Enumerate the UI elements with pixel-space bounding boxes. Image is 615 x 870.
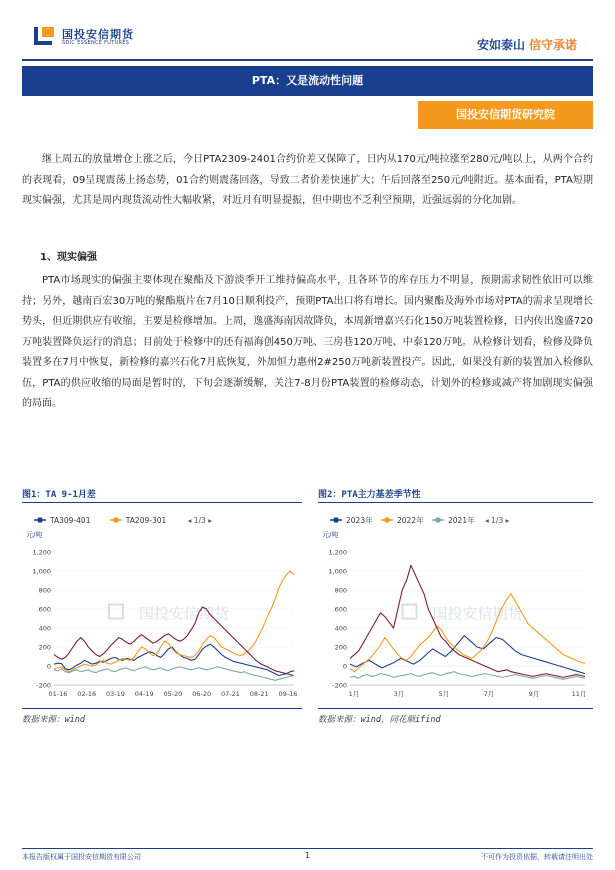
x-tick-label: 04-19 [134, 690, 154, 698]
legend-marker [113, 517, 119, 523]
y-tick-label: 1,200 [328, 548, 347, 557]
watermark-icon [403, 605, 417, 619]
watermark-icon [109, 605, 123, 619]
series-line [54, 667, 294, 680]
x-tick-label: 09-16 [278, 690, 298, 698]
y-tick-label: 400 [38, 624, 51, 633]
x-tick-label: 06-20 [192, 690, 212, 698]
page-number: 1 [305, 851, 311, 860]
series-line [350, 636, 585, 674]
x-tick-label: 7月 [483, 690, 495, 698]
x-tick-label: 9月 [528, 690, 540, 698]
x-tick-label: 03-19 [106, 690, 125, 698]
footer-copyright: 本报告版权属于国投安信期货有限公司 [22, 853, 141, 861]
y-tick-label: 200 [38, 643, 51, 652]
x-tick-label: 02-16 [77, 690, 97, 698]
footer-divider [22, 848, 593, 849]
paragraph-1: 继上周五的放量增仓上涨之后，今日PTA2309-2401合约价差又保障了，日内从170元/吨拉涨至280元/吨以上，从两个合约的表现看，09呈现震荡上扬态势，01合约则震荡回落，导致二者价差快速扩大；午后回落至250元/吨附近。基本面看，PTA短期现实偏强，尤其是周内现货流动性大幅收紧，对近月有明显提振，但中期也不乏利空预期，近强远弱的分化加剧。 [22, 154, 593, 206]
figure1-chart [22, 512, 302, 707]
x-tick-label: 07-21 [221, 690, 240, 698]
legend-label: TA209-301 [125, 516, 167, 525]
legend-label: TA309-401 [50, 516, 91, 525]
y-axis-label: 元/吨 [26, 531, 43, 539]
company-logo-icon [34, 25, 56, 47]
x-tick-label: 11月 [571, 690, 587, 698]
figure2-title: 图2：PTA主力基差季节性 [318, 490, 421, 500]
legend-marker [37, 517, 43, 523]
legend-marker [384, 517, 390, 523]
legend-marker [333, 517, 339, 523]
x-tick-label: 1月 [348, 690, 360, 698]
figure2-bottom-divider [318, 708, 593, 709]
y-tick-label: -200 [332, 681, 347, 690]
figure1-divider [22, 502, 302, 503]
x-tick-label: 08-21 [249, 690, 269, 698]
legend-pager: ◂ 1/3 ▸ [187, 516, 212, 525]
legend-marker [435, 517, 441, 523]
figure2-chart [318, 512, 593, 707]
y-tick-label: 1,200 [32, 548, 51, 557]
y-axis-label: 元/吨 [322, 531, 339, 539]
y-tick-label: 400 [334, 624, 347, 633]
watermark-text: 国投安信期货 [432, 604, 523, 623]
figure1-bottom-divider [22, 708, 302, 709]
series-line [350, 672, 585, 680]
section-heading: 1、现实偏强 [40, 252, 97, 263]
y-tick-label: 1,000 [32, 567, 51, 576]
figure1-title: 图1：TA 9-1月差 [22, 490, 96, 500]
slogan-part-b: 信守承诺 [528, 38, 577, 52]
company-name-en: SDIC ESSENCE FUTURES [62, 40, 130, 46]
watermark-text: 国投安信期货 [138, 604, 230, 623]
company-name: 国投安信期货 [62, 28, 134, 41]
y-tick-label: 0 [342, 662, 347, 671]
y-tick-label: 200 [334, 643, 347, 652]
paragraph-2: PTA市场现实的偏强主要体现在聚酯及下游淡季开工维持偏高水平，且各环节的库存压力不明显，预期需求韧性依旧可以维持；另外，越南百宏30万吨的聚酯瓶片在7月10日顺利投产，预期PTA出口将有增长。国内聚酯及海外市场对PTA的需求呈现增长势头，但近期供应有收缩，主要是检修增加。上周，逸盛海南因故降负，本周新增嘉兴石化150万吨装置检修，日内传出逸盛720万吨装置降负运行的消息；目前处于检修中的还有福海创450万吨、三房巷120万吨、中泰120万吨。从检修计划看，检修及降负装置多在7月中恢复，新检修的嘉兴石化7月底恢复，外加恒力惠州2#250万吨新装置投产。因此，如果没有新的装置加入检修队伍，PTA的供应收缩的局面是暂时的，下旬会逐渐缓解，关注7-8月份PTA装置的检修动态，计划外的检修或减产将加剧现实偏强的局面。 [22, 275, 593, 409]
report-title: PTA：又是流动性问题 [22, 66, 593, 96]
legend-label: 2021年 [448, 516, 475, 525]
y-tick-label: 1,000 [328, 567, 347, 576]
y-tick-label: 600 [334, 605, 347, 614]
y-tick-label: 800 [334, 586, 347, 595]
figure2-source: 数据来源：wind，同花顺ifind [318, 715, 441, 725]
x-tick-label: 5月 [438, 690, 450, 698]
x-tick-label: 01-16 [48, 690, 68, 698]
y-tick-label: -200 [36, 681, 51, 690]
y-tick-label: 0 [46, 662, 51, 671]
header-divider [22, 59, 593, 61]
institute-badge: 国投安信期货研究院 [418, 101, 593, 129]
slogan [477, 36, 577, 53]
slogan-part-a: 安如泰山 [476, 38, 525, 52]
footer-disclaimer: 不可作为投资依据，转载请注明出处 [481, 853, 593, 861]
legend-label: 2022年 [397, 516, 424, 525]
figure2-divider [318, 502, 593, 503]
x-tick-label: 3月 [393, 690, 405, 698]
y-tick-label: 600 [38, 605, 51, 614]
figure1-source: 数据来源：wind [22, 715, 85, 725]
x-tick-label: 05-20 [163, 690, 183, 698]
y-tick-label: 800 [38, 586, 51, 595]
legend-label: 2023年 [346, 516, 373, 525]
legend-pager: ◂ 1/3 ▸ [485, 516, 510, 525]
